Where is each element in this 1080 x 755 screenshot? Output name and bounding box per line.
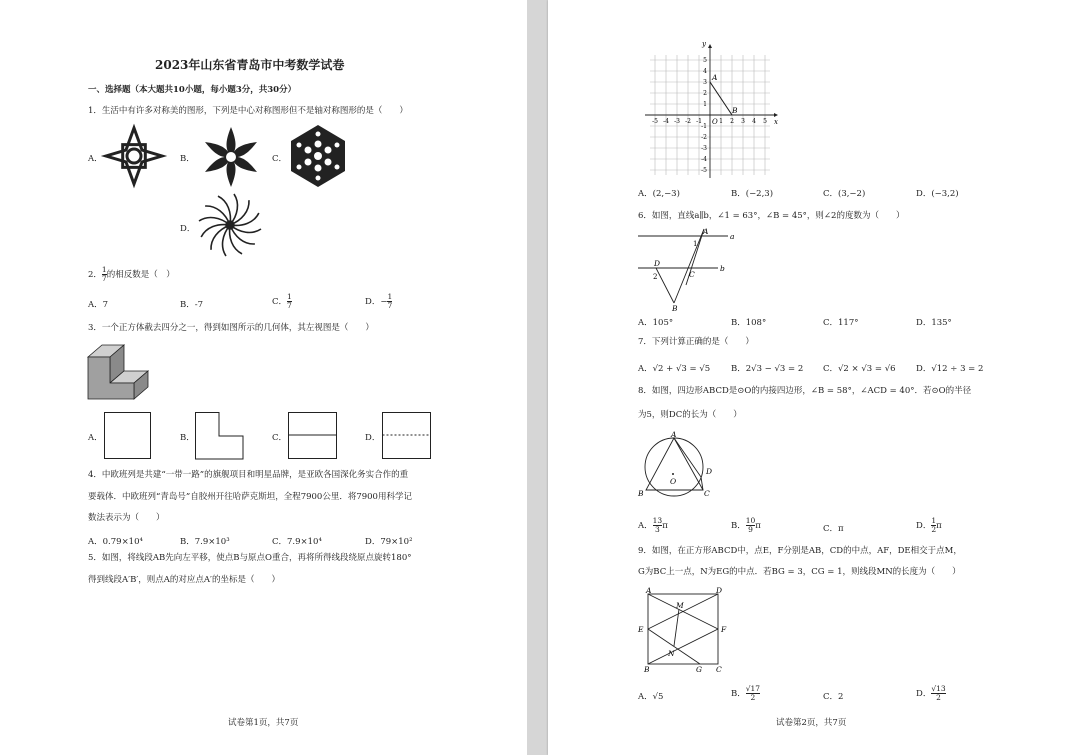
q9-label-d: D — [716, 586, 723, 595]
q4-option-a: A．0.79×10⁴ — [88, 537, 143, 547]
q9-option-c: C．2 — [823, 692, 844, 702]
q7-option-c: C．√2 × √3 = √6 — [823, 364, 896, 374]
q7-option-d: D．√12 ÷ 3 = 2 — [916, 364, 984, 374]
q8-option-b: B． $\frac{10}{9}$ π — [731, 516, 761, 534]
y-tick: 4 — [703, 68, 707, 75]
q8-option-d: D． $\frac{1}{2}$ π — [916, 516, 942, 534]
y-tick: 2 — [703, 90, 707, 97]
q1-figure-d — [196, 192, 264, 258]
page-2 — [548, 0, 1080, 755]
q9-option-b: B． $\frac{√17}{2}$ — [731, 684, 761, 702]
q8-line2: 为5，则DC的长为（ ） — [638, 410, 742, 420]
q1-stem: 1．生活中有许多对称美的图形，下列是中心对称图形但不是轴对称图形的是（ ） — [88, 106, 408, 116]
y-tick: 3 — [703, 79, 707, 86]
q1-option-d-label: D． — [180, 224, 196, 234]
page-title: 2023年山东省青岛市中考数学试卷 — [155, 58, 345, 72]
q4-line3: 数法表示为（ ） — [88, 513, 165, 523]
q6-stem: 6．如图，直线a∥b，∠1 = 63°，∠B = 45°，则∠2的度数为（ ） — [638, 211, 905, 221]
q3-stem: 3．一个正方体截去四分之一，得到如图所示的几何体，其左视图是（ ） — [88, 323, 374, 333]
q4-line1: 4．中欧班列是共建“一带一路”的旗舰项目和明星品牌，是亚欧各国深化务实合作的重 — [88, 470, 409, 480]
axis-label-y: y — [702, 40, 706, 48]
q9-option-a: A．√5 — [638, 692, 664, 702]
x-tick: 4 — [752, 118, 756, 125]
q2-option-c: C． $\frac{1}{7}$ — [272, 292, 292, 310]
q5-option-d: D．(−3,2) — [916, 189, 959, 199]
x-tick: 2 — [730, 118, 734, 125]
q6-figure — [638, 225, 738, 313]
q6-label-line-a: a — [730, 232, 735, 241]
q9-label-g: G — [696, 665, 702, 674]
q3-option-c-figure — [288, 412, 338, 460]
q8-label-a: A — [671, 430, 677, 439]
q6-option-d: D．135° — [916, 318, 952, 328]
q7-option-b: B．2√3 − √3 = 2 — [731, 364, 804, 374]
q9-option-d: D． $\frac{√13}{2}$ — [916, 684, 946, 702]
q8-label-o: O — [670, 477, 677, 486]
q9-label-m: M — [676, 601, 684, 610]
q3-option-b-label: B． — [180, 433, 195, 443]
q6-label-line-b: b — [720, 264, 725, 273]
y-tick: -5 — [701, 167, 707, 174]
x-tick: 1 — [719, 118, 723, 125]
q2-option-b: B．-7 — [180, 300, 204, 310]
q1-figure-a — [104, 124, 164, 188]
q8-line1: 8．如图，四边形ABCD是⊙O的内接四边形，∠B = 58°，∠ACD = 40°．若⊙O的半径 — [638, 386, 972, 396]
q4-option-b: B．7.9×10³ — [180, 537, 230, 547]
q9-figure — [636, 586, 726, 676]
y-tick: -2 — [701, 134, 707, 141]
q2-option-d: D．− $\frac{1}{7}$ — [365, 292, 393, 310]
page-gap — [527, 0, 548, 755]
section-heading: 一、选择题（本大题共10小题，每小题3分，共30分） — [88, 85, 297, 95]
q4-option-c: C．7.9×10⁴ — [272, 537, 322, 547]
q1-option-b-label: B． — [180, 154, 195, 164]
q8-label-d: D — [706, 467, 713, 476]
q2-option-a: A．7 — [88, 300, 109, 310]
q6-option-a: A．105° — [638, 318, 674, 328]
q8-label-b: B — [638, 489, 644, 498]
y-tick: 5 — [703, 57, 707, 64]
x-tick: -3 — [674, 118, 680, 125]
x-tick: -1 — [696, 118, 702, 125]
q9-label-f: F — [721, 625, 727, 634]
x-tick: -5 — [652, 118, 658, 125]
q6-option-c: C．117° — [823, 318, 859, 328]
point-label-a: A — [712, 73, 718, 82]
q1-option-c-label: C． — [272, 154, 288, 164]
q6-option-b: B．108° — [731, 318, 767, 328]
q8-label-c: C — [704, 489, 710, 498]
q9-label-b: B — [644, 665, 650, 674]
q6-label-a-point: A — [703, 227, 709, 236]
q5-option-c: C．(3,−2) — [823, 189, 866, 199]
q3-option-d-label: D． — [365, 433, 381, 443]
q3-option-b-figure — [195, 412, 245, 460]
q6-label-c: C — [689, 270, 695, 279]
x-tick: -4 — [663, 118, 669, 125]
q5-line2: 得到线段A′B′，则点A的对应点A′的坐标是（ ） — [88, 575, 280, 585]
y-tick: 1 — [703, 101, 707, 108]
q3-option-a-figure — [104, 412, 152, 460]
q7-option-a: A．√2 + √3 = √5 — [638, 364, 711, 374]
q5-line1: 5．如图，将线段AB先向左平移，使点B与原点O重合，再将所得线段绕原点旋转180° — [88, 553, 412, 563]
page-1 — [0, 0, 527, 755]
q8-option-c: C．π — [823, 524, 844, 534]
q5-coordinate-grid — [640, 40, 780, 180]
axis-label-x: x — [774, 118, 778, 126]
q8-option-a: A． $\frac{13}{3}$ π — [638, 516, 668, 534]
y-tick: -3 — [701, 145, 707, 152]
q9-label-c: C — [716, 665, 722, 674]
page-footer: 试卷第2页，共7页 — [776, 718, 847, 728]
y-tick: -1 — [701, 123, 707, 130]
y-tick: -4 — [701, 156, 707, 163]
q9-label-n: N — [668, 649, 675, 658]
page-footer: 试卷第1页，共7页 — [228, 718, 299, 728]
q9-label-e: E — [638, 625, 644, 634]
q6-label-angle-2: 2 — [653, 273, 658, 281]
point-label-b: B — [732, 106, 738, 115]
q5-option-a: A．(2,−3) — [638, 189, 680, 199]
q9-line2: G为BC上一点，N为EG的中点．若BG = 3，CG = 1，则线段MN的长度为（ ） — [638, 567, 961, 577]
x-tick: 5 — [763, 118, 767, 125]
q3-solid-figure — [88, 343, 150, 401]
x-tick: 3 — [741, 118, 745, 125]
origin-label: O — [712, 118, 718, 126]
q3-option-c-label: C． — [272, 433, 288, 443]
q1-figure-b — [195, 124, 267, 190]
q1-figure-c — [287, 124, 349, 188]
q2-stem: 2． $\frac{1}{7}$ 的相反数是（ ） — [88, 265, 175, 283]
q3-option-d-figure — [382, 412, 432, 460]
q9-label-a: A — [646, 586, 652, 595]
q6-label-b: B — [672, 304, 678, 313]
q6-label-angle-1: 1 — [693, 240, 698, 248]
q6-label-d: D — [654, 259, 661, 268]
q7-stem: 7．下列计算正确的是（ ） — [638, 337, 754, 347]
q1-option-a-label: A． — [88, 154, 103, 164]
q9-line1: 9．如图，在正方形ABCD中，点E，F分别是AB，CD的中点，AF，DE相交于点M， — [638, 546, 962, 556]
q4-line2: 要载体．中欧班列“青岛号”自胶州开往哈萨克斯坦，全程7900公里．将7900用科学记 — [88, 492, 412, 502]
q5-option-b: B．(−2,3) — [731, 189, 774, 199]
q3-option-a-label: A． — [88, 433, 103, 443]
q4-option-d: D．79×10² — [365, 537, 413, 547]
q8-figure — [636, 432, 716, 502]
x-tick: -2 — [685, 118, 691, 125]
